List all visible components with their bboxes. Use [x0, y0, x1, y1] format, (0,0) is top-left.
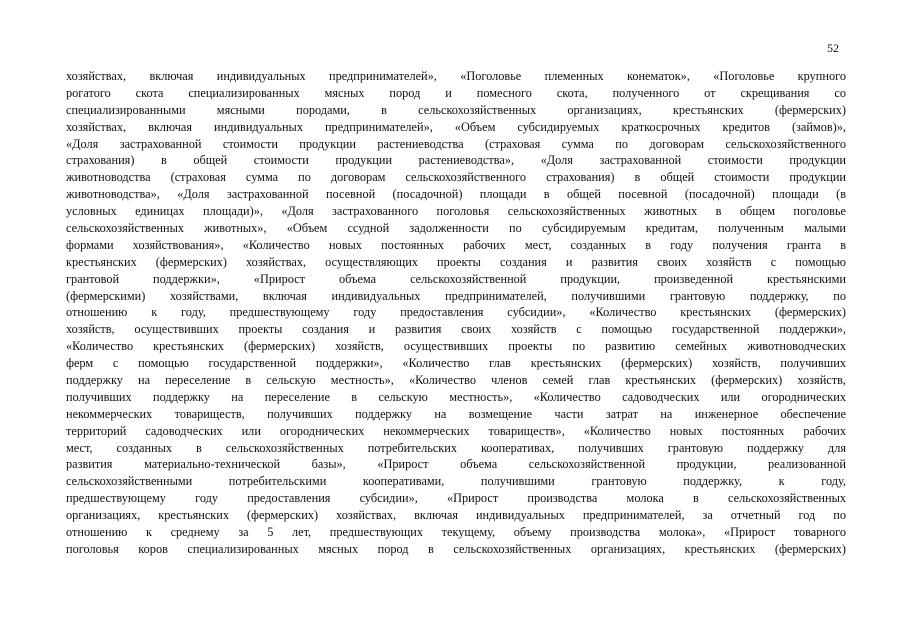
text-line: сельскохозяйственных животных», «Объем ссудной задолженности по субсидируемым кредитам, полученным малыми [66, 221, 846, 236]
text-line: отношению к среднему за 5 лет, предшествующих текущему, объему производства молока», «Прирост товарного [66, 525, 846, 540]
text-line: хозяйствах, включая индивидуальных предпринимателей», «Поголовье племенных конематок», «Поголовье крупного [66, 69, 846, 83]
text-line: хозяйствах, включая индивидуальных предпринимателей», «Объем субсидируемых краткосрочных кредитов (займов)», [66, 119, 846, 134]
text-line: поддержку на переселение в сельскую местность», «Количество членов семей глав крестьянских (фермерских) хозяйств, [66, 373, 846, 388]
text-line: поголовья коров специализированных мясных пород в сельскохозяйственных организациях, крестьянских (фермерских) [66, 541, 846, 556]
text-line: отношению к году, предшествующему году предоставления субсидии», «Количество крестьянских (фермерских) [66, 305, 846, 320]
text-line: организациях, крестьянских (фермерских) хозяйствах, включая индивидуальных предпринимателей, за отчетный год по [66, 508, 846, 523]
text-line: (фермерскими) хозяйствами, включая индивидуальных предпринимателей, получившими грантовую поддержку, по [66, 288, 846, 303]
text-line: рогатого скота специализированных мясных пород и помесного скота, полученного от скрещивания со [66, 85, 846, 100]
text-line: получивших поддержку на переселение в сельскую местность», «Количество садоводческих или огороднических [66, 389, 846, 404]
text-line: развития материально-технической базы», «Прирост объема сельскохозяйственной продукции, реализованной [66, 457, 846, 472]
text-line: «Доля застрахованной стоимости продукции растениеводства (страховая сумма по договорам сельскохозяйственного [66, 136, 846, 151]
body-text [66, 68, 846, 558]
text-line: территорий садоводческих или огороднических некоммерческих товариществ», «Количество новых постоянных рабочих [66, 423, 846, 438]
text-line: грантовой поддержки», «Прирост объема сельскохозяйственной продукции, произведенной крестьянскими [66, 271, 846, 286]
page-number: 52 [827, 41, 839, 55]
text-line: животноводства (страховая сумма по договорам сельскохозяйственного страхования) в общей стоимости продукции [66, 170, 846, 185]
text-line: некоммерческих товариществ, получивших поддержку на возмещение части затрат на инженерное обеспечение [66, 406, 846, 421]
text-line: страхования) в общей стоимости продукции растениеводства», «Доля застрахованной стоимости продукции [66, 153, 846, 168]
text-line: сельскохозяйственными потребительскими кооперативами, получившими грантовую поддержку, к году, [66, 474, 846, 489]
text-line: крестьянских (фермерских) хозяйствах, осуществляющих проекты создания и развития своих хозяйств с помощью [66, 254, 846, 269]
text-line: условных единицах площади)», «Доля застрахованного поголовья сельскохозяйственных животных в общем поголовье [66, 204, 846, 219]
text-line: хозяйств, осуществивших проекты создания и развития своих хозяйств с помощью государственной поддержки», [66, 322, 846, 337]
text-line: животноводства», «Доля застрахованной посевной (посадочной) площади в общей посевной (посадочной) площади (в [66, 187, 846, 202]
text-line: специализированными мясными породами, в сельскохозяйственных организациях, крестьянских (фермерских) [66, 102, 846, 117]
text-line: предшествующему году предоставления субсидии», «Прирост производства молока в сельскохозяйственных [66, 491, 846, 506]
text-line: ферм с помощью государственной поддержки», «Количество глав крестьянских (фермерских) хозяйств, получивших [66, 356, 846, 371]
text-line: «Количество крестьянских (фермерских) хозяйств, осуществивших проекты по развитию семейных животноводческих [66, 339, 846, 354]
text-line: мест, созданных в сельскохозяйственных потребительских кооперативах, получивших грантовую поддержку для [66, 440, 846, 455]
text-line: формами хозяйствования», «Количество новых постоянных рабочих мест, созданных в году получения гранта в [66, 237, 846, 252]
